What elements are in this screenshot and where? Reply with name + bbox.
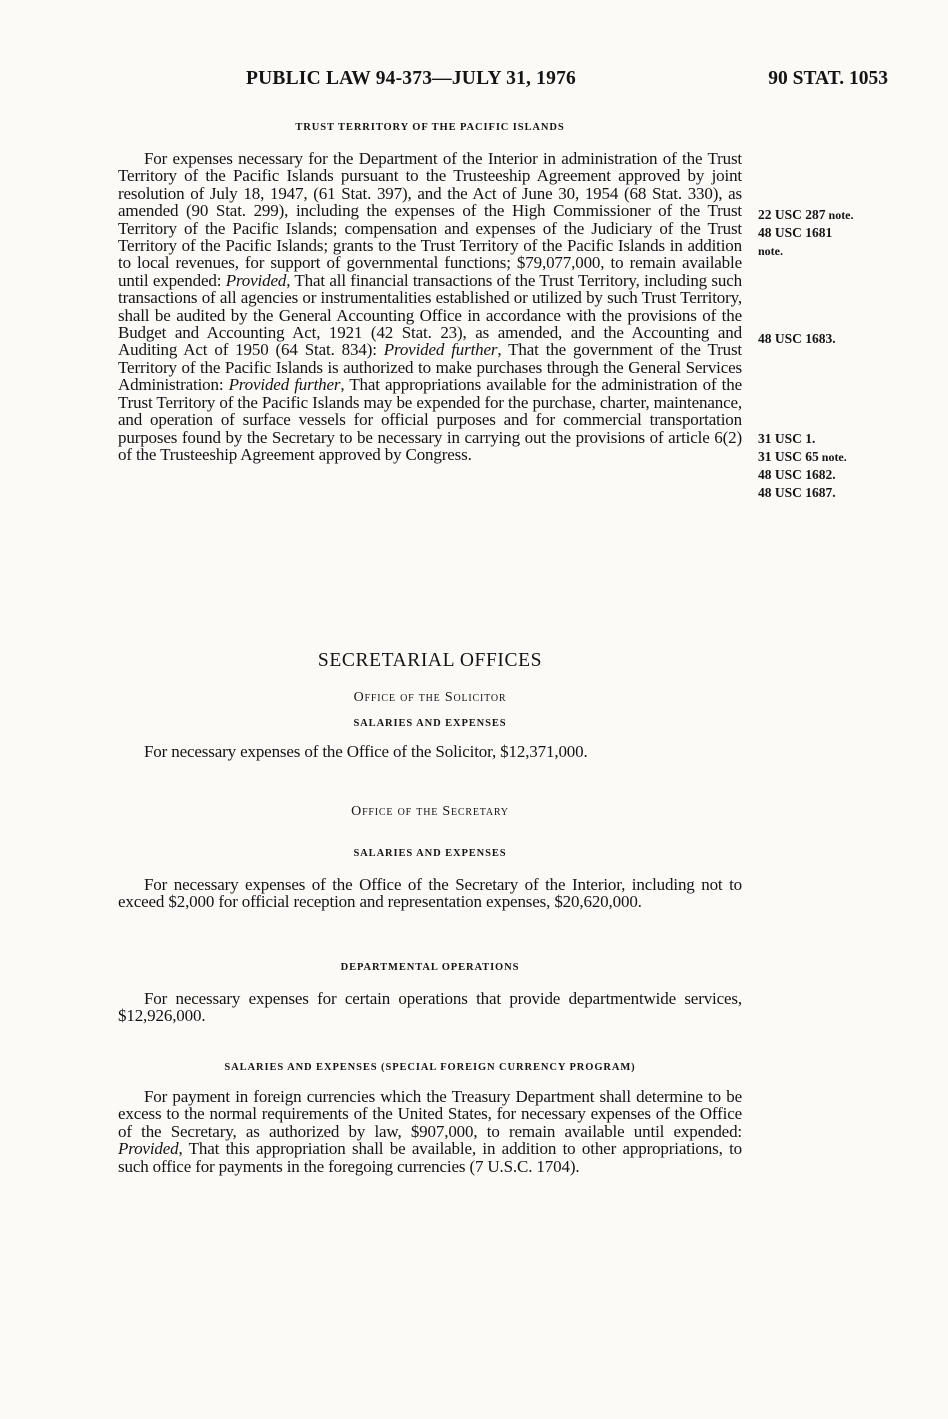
secretary-office-heading: Office of the Secretary [351, 804, 509, 819]
departmental-heading-block [118, 962, 742, 973]
margin-note-48-usc-1683: 48 USC 1683. [758, 331, 836, 346]
foreign-currency-heading-block [118, 1062, 742, 1073]
trust-territory-text-1: For expenses necessary for the Department of the Interior in administration of the Trust Territory of the Pacific Islands pursuant to the Trusteeship Agreement approved by joint resolution of July 18, 1947, (61 Stat. 397), and the Act of June 30, 1954 (68 Stat. 330), as amended (90 Stat. 299), including the expenses of the High Commissioner of the Trust Territory of the Pacific Islands; compensation and expenses of the Judiciary of the Trust Territory of the Pacific Islands; grants to the Trust Territory of the Pacific Islands in addition to local revenues, for support of governmental functions; $79,077,000, to remain available until expended: [118, 149, 742, 290]
secretary-paragraph: For necessary expenses of the Office of the Secretary of the Interior, including not to exceed $2,000 for official reception and representation expenses, $20,620,000. [118, 875, 742, 912]
secretary-office-heading-block [118, 804, 742, 820]
trust-territory-section [118, 122, 742, 133]
departmental-operations-heading: DEPARTMENTAL OPERATIONS [340, 962, 520, 973]
proviso-3: Provided further [228, 375, 341, 395]
foreign-currency-heading: SALARIES AND EXPENSES (SPECIAL FOREIGN CURRENCY PROGRAM) [224, 1062, 636, 1073]
margin-note-note: note. [758, 244, 783, 258]
proviso-2: Provided further [383, 340, 498, 360]
foreign-currency-proviso: Provided [118, 1139, 179, 1159]
departmental-paragraph-block [118, 990, 742, 1025]
solicitor-sub-heading-block [118, 718, 742, 729]
trust-territory-heading: TRUST TERRITORY OF THE PACIFIC ISLANDS [295, 122, 565, 133]
solicitor-paragraph-block [118, 743, 742, 760]
trust-territory-paragraph-block [118, 150, 742, 463]
secretary-sub-heading-block [118, 848, 742, 859]
statute-page-reference: 90 STAT. 1053 [768, 68, 888, 89]
secretary-sub-heading: SALARIES AND EXPENSES [353, 848, 507, 859]
foreign-currency-paragraph [118, 1088, 742, 1175]
margin-note-48-usc-1687: 48 USC 1687. [758, 485, 836, 500]
solicitor-sub-heading: SALARIES AND EXPENSES [353, 718, 507, 729]
trust-territory-text-2: , That all financial transactions of the Trust Territory, including such transactions of all agencies or instrumentalities established or utilized by such Trust Territory, shall be audited by the General Accounting Office in accordance with the provisions of the Budget and Accounting Act, 1921 (42 Stat. 23), as amended, and the Accounting and Auditing Act of 1950 (64 Stat. 834): [118, 270, 742, 360]
solicitor-paragraph: For necessary expenses of the Office of the Solicitor, $12,371,000. [144, 742, 588, 761]
foreign-currency-paragraph-block [118, 1088, 742, 1175]
margin-note-22-usc-287: 22 USC 287 note. [758, 207, 854, 222]
running-head: PUBLIC LAW 94-373—JULY 31, 1976 [246, 68, 576, 89]
proviso-1: Provided [225, 270, 287, 290]
foreign-currency-text-2: , That this appropriation shall be available, in addition to other appropriations, to such office for payments in the foregoing currencies (7 U.S.C. 1704). [118, 1139, 742, 1176]
secretarial-offices-section [118, 650, 742, 672]
margin-note-31-usc-1: 31 USC 1. [758, 431, 816, 446]
margin-note-31-usc-65: 31 USC 65 note. [758, 449, 847, 464]
trust-territory-text-4: , That appropriations available for the administration of the Trust Territory of the Pacific Islands may be expended for the purchase, charter, maintenance, and operation of surface vessels for official purposes and for commercial transportation purposes found by the Secretary to be necessary in carrying out the provisions of article 6(2) of the Trusteeship Agreement approved by Congress. [118, 375, 742, 464]
margin-note-48-usc-1682: 48 USC 1682. [758, 467, 836, 482]
secretary-paragraph-block [118, 876, 742, 911]
solicitor-office-heading: Office of the Solicitor [353, 690, 507, 705]
foreign-currency-text-1: For payment in foreign currencies which the Treasury Department shall determine to be excess to the normal requirements of the United States, for necessary expenses of the Office of the Secretary, as authorized by law, $907,000, to remain available until expended: [118, 1087, 742, 1141]
trust-territory-text-3: , That the government of the Trust Territory of the Pacific Islands is authorized to make purchases through the General Services Administration: [118, 340, 743, 395]
departmental-operations-paragraph: For necessary expenses for certain operations that provide departmentwide services, $12,926,000. [118, 989, 742, 1026]
section-title: SECRETARIAL OFFICES [317, 650, 543, 671]
solicitor-office-heading-block [118, 690, 742, 706]
margin-note-48-usc-1681: 48 USC 1681 [758, 225, 833, 240]
trust-territory-paragraph [118, 150, 742, 463]
